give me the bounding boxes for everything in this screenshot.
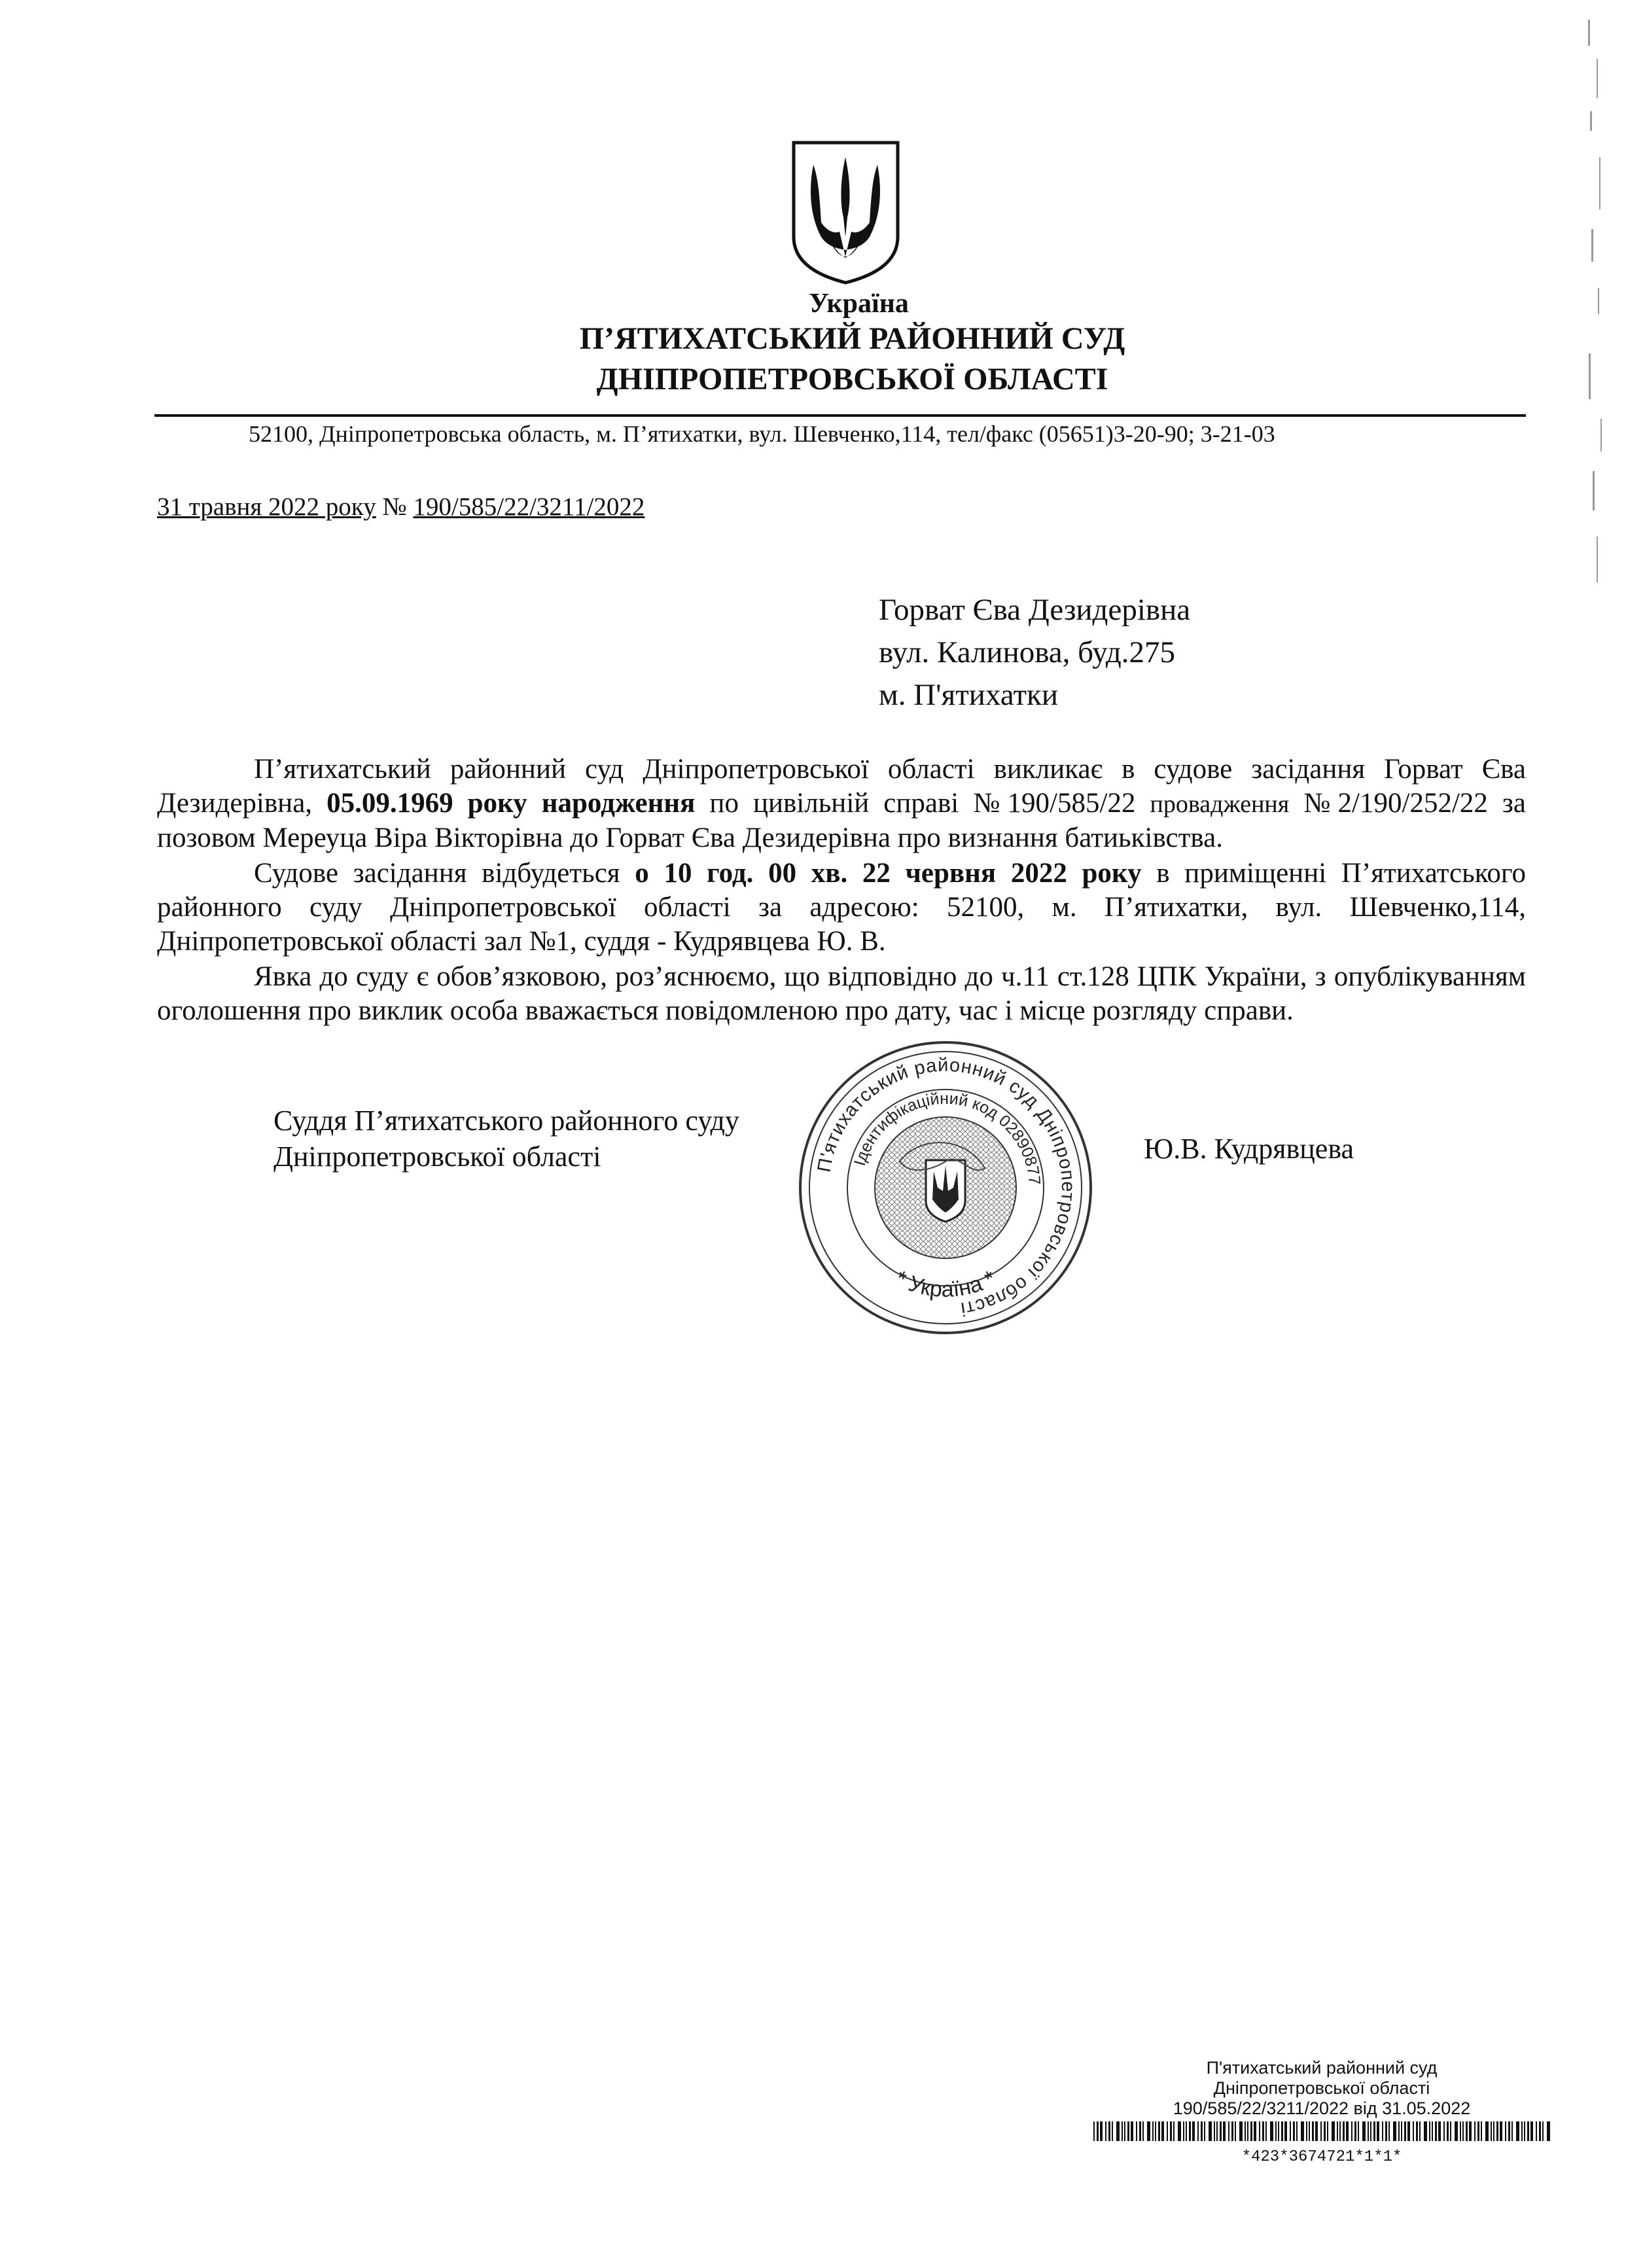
scan-edge-artifact: [1585, 13, 1611, 602]
barcode-code: *423*3674721*1*1*: [1241, 2148, 1402, 2166]
stamp-reference: 190/585/22/3211/2022 від 31.05.2022: [1173, 2099, 1471, 2118]
seal-outer-text: П'ятихатський районний суд Дніпропетровської області: [813, 1054, 1079, 1320]
seal-inner-text: Ідентифікаційний код 02890877: [850, 1089, 1044, 1186]
recipient-city: м. П'ятихатки: [879, 678, 1059, 712]
judge-title: [274, 1103, 739, 1175]
p1-text-a: П’ятихатський районний суд Дніпропетровської області викликає в судове засідання Горват Єва Дезидерівна,: [157, 754, 1526, 819]
p2-text-a: Судове засідання відбудеться: [254, 858, 635, 889]
court-seal-stamp: [795, 1037, 1096, 1338]
header-divider: [154, 414, 1526, 417]
registration-stamp: [1086, 2058, 1557, 2167]
summons-body: [157, 753, 1526, 1029]
barcode: [1093, 2121, 1551, 2141]
recipient-street: вул. Калинова, буд.275: [879, 635, 1175, 669]
outgoing-reference: [157, 492, 645, 522]
recipient-name: Горват Єва Дезидерівна: [879, 593, 1191, 627]
seal-bottom-text: * Україна *: [891, 1266, 1000, 1302]
number-sign: №: [382, 493, 407, 521]
judge-title-line2: Дніпропетровської області: [274, 1141, 601, 1173]
stamp-court-line2: Дніпропетровської області: [1213, 2078, 1430, 2098]
p1-text-c: №2/190/252/22 за позовом Мереуца Віра Вікторівна до Горват Єва Дезидерівна про визнання батиьківства.: [157, 788, 1526, 853]
coat-of-arms-emblem: [788, 139, 903, 286]
court-name-line2: ДНІПРОПЕТРОВСЬКОЇ ОБЛАСТІ: [596, 362, 1108, 397]
p1-text-small: провадження: [1150, 790, 1290, 818]
summons-paragraph-3: Явка до суду є обов’язковою, роз’яснюємо, що відповідно до ч.11 ст.128 ЦПК України, з опублікуванням оголошення про виклик особа вважається повідомленою про дату, час і місце розгляду справи.: [157, 961, 1526, 1026]
p2-hearing-time: о 10 год. 00 хв. 22 червня 2022 року: [635, 858, 1142, 889]
judge-title-line1: Суддя П’ятихатського районного суду: [274, 1105, 739, 1137]
outgoing-date: 31 травня 2022 року: [157, 493, 376, 521]
summons-paragraph-1: [157, 753, 1526, 855]
outgoing-number: 190/585/22/3211/2022: [413, 493, 645, 521]
court-address: 52100, Дніпропетровська область, м. П’ятихатки, вул. Шевченко,114, тел/факс (05651)3-20-90; 3-21-03: [249, 421, 1275, 447]
p2-text-b: в приміщенні П’ятихатського районного суду Дніпропетровської області за адресою: 52100, м. П’ятихатки, вул. Шевченко,114, Дніпропетровської області зал №1, суддя - Кудрявцева Ю. В.: [157, 858, 1526, 957]
summons-paragraph-2: [157, 857, 1526, 959]
judge-name: Ю.В. Кудрявцева: [1144, 1133, 1354, 1165]
p1-birthdate: 05.09.1969 року народження: [327, 788, 696, 819]
country-name: Україна: [809, 289, 909, 319]
p1-text-b: по цивільній справі №190/585/22: [695, 788, 1150, 819]
stamp-court-line1: П'ятихатський районний суд: [1206, 2058, 1438, 2078]
court-name-line1: П’ЯТИХАТСЬКИЙ РАЙОННИЙ СУД: [579, 321, 1125, 356]
